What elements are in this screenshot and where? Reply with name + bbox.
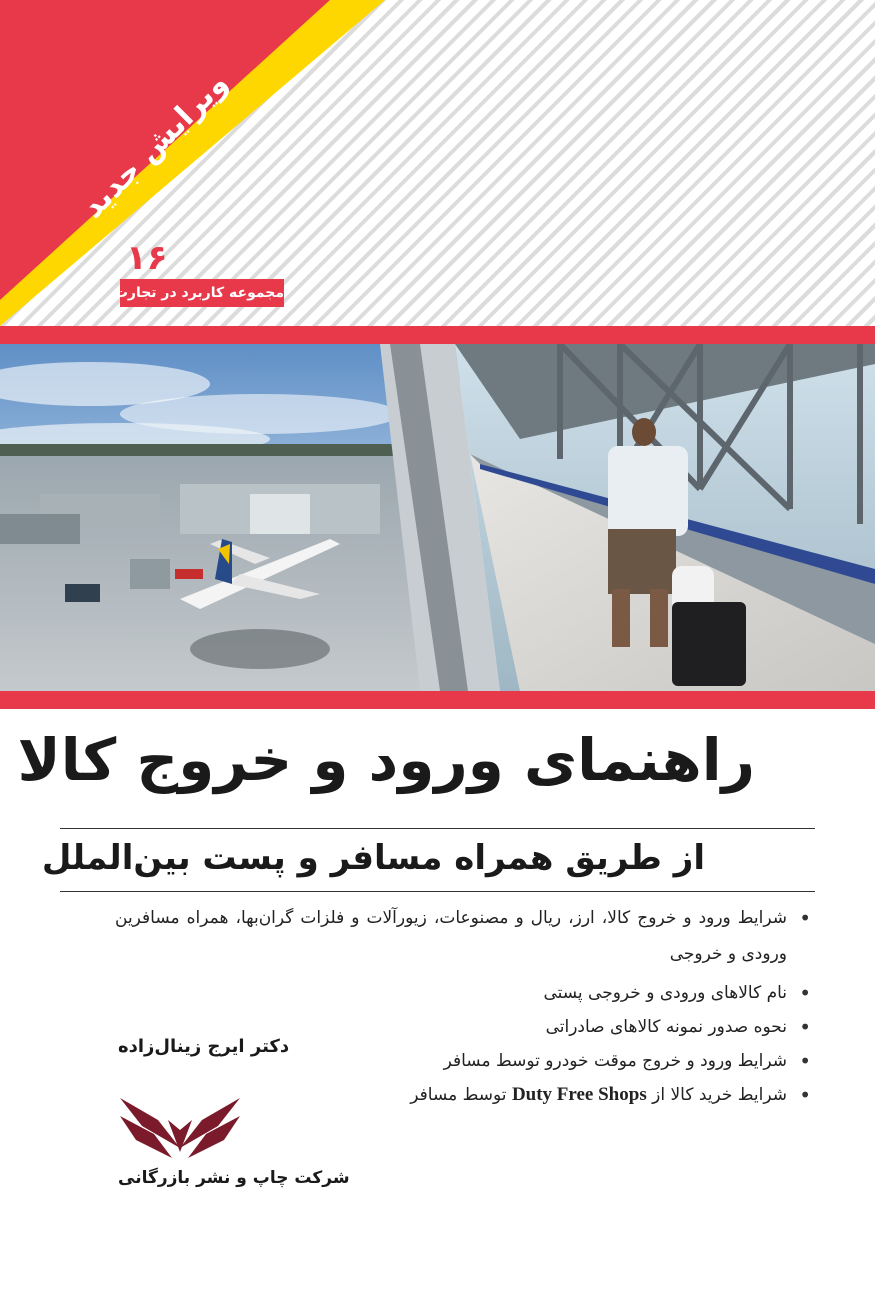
publisher-logo-icon [120, 1090, 240, 1160]
title-divider-top [60, 828, 815, 829]
edition-badge: ویرایش جدید [75, 65, 236, 226]
book-title: راهنمای ورود و خروج کالا [17, 726, 755, 794]
series-number: ۱۶ [126, 238, 168, 278]
topic-item: • شرایط ورود و خروج موقت خودرو توسط مسافر [115, 1044, 815, 1078]
title-divider-bottom [60, 891, 815, 892]
red-band-bottom [0, 691, 875, 709]
book-subtitle: از طریق همراه مسافر و پست بین‌الملل [41, 838, 705, 878]
cover-top-area [0, 0, 875, 326]
topic-item: • شرایط ورود و خروج کالا، ارز، ریال و مصنوعات، زیورآلات و فلزات گران‌بها، همراه مسافرین ورودی و خروجی [115, 900, 815, 972]
topic-text-english: Duty Free Shops [511, 1084, 647, 1105]
topic-text-prefix: شرایط خرید کالا از [652, 1085, 787, 1105]
red-band-top [0, 326, 875, 344]
publisher-name: شرکت چاپ و نشر بازرگانی [118, 1168, 350, 1188]
author-name: دکتر ایرج زینال‌زاده [118, 1036, 290, 1057]
topic-item: • نام کالاهای ورودی و خروجی پستی [115, 976, 815, 1010]
airport-photo [0, 344, 875, 691]
topic-item: • نحوه صدور نمونه کالاهای صادراتی [115, 1010, 815, 1044]
topic-text-suffix: توسط مسافر [410, 1085, 507, 1105]
topics-list [115, 900, 815, 1112]
series-label: مجموعه کاربرد در تجارت [120, 279, 284, 307]
